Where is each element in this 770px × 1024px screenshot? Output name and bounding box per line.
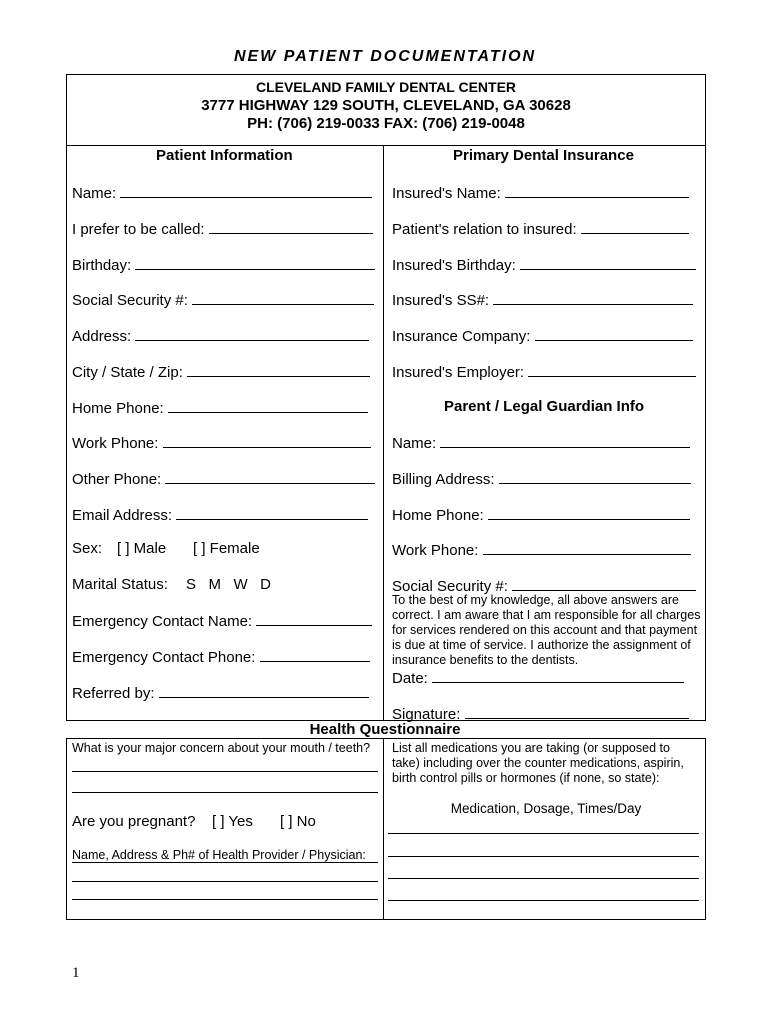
input-line[interactable] [260,647,370,662]
home-phone-field[interactable] [72,398,368,417]
label: Patient's relation to insured: [392,221,577,238]
column-divider [383,145,384,720]
label: Birthday: [72,257,132,274]
input-line[interactable] [209,219,373,234]
emergency-phone-field[interactable] [72,647,370,666]
input-line[interactable] [159,683,369,698]
page-number: 1 [72,965,80,981]
concern-answer-line-1[interactable] [72,771,378,772]
label: Address: [72,328,132,345]
input-line[interactable] [535,326,693,341]
address-field[interactable] [72,326,369,345]
work-phone-field[interactable] [72,433,371,452]
date-field[interactable] [392,668,684,687]
insured-ssn-field[interactable] [392,290,693,309]
provider-answer-line-1[interactable] [72,881,378,882]
health-questionnaire-heading: Health Questionnaire [309,721,461,738]
email-field[interactable] [72,505,368,524]
label: Signature: [392,706,461,723]
label: Social Security #: [72,292,188,309]
label: Email Address: [72,507,173,524]
medications-instructions: List all medications you are taking (or supposed to take) including over the counter medications, aspirin, birth control pills or hormones (if none, so state): [392,741,684,785]
other-phone-field[interactable] [72,469,375,488]
label: Emergency Contact Phone: [72,649,256,666]
insured-employer-field[interactable] [392,362,696,381]
input-line[interactable] [135,326,369,341]
label: Insurance Company: [392,328,531,345]
health-column-divider [383,738,384,919]
insured-name-field[interactable] [392,183,689,202]
input-line[interactable] [488,505,690,520]
emergency-name-field[interactable] [72,611,372,630]
label: Insured's Birthday: [392,257,516,274]
medication-line-2[interactable] [388,856,699,857]
clinic-phone: PH: (706) 219-0033 FAX: (706) 219-0048 [247,115,525,132]
label: Emergency Contact Name: [72,613,253,630]
input-line[interactable] [135,255,375,270]
concern-answer-line-2[interactable] [72,792,378,793]
health-provider-label[interactable] [72,848,378,863]
relation-field[interactable] [392,219,689,238]
sex-male-checkbox[interactable]: [ ] Male [117,540,167,557]
billing-address-field[interactable] [392,469,691,488]
label: Social Security #: [392,578,508,595]
label: Home Phone: [72,400,164,417]
label: Name: [392,435,437,452]
label: Work Phone: [72,435,159,452]
insured-birthday-field[interactable] [392,255,696,274]
input-line[interactable] [192,290,374,305]
label: Other Phone: [72,471,162,488]
preferred-name-field[interactable] [72,219,373,238]
input-line[interactable] [505,183,689,198]
ssn-field[interactable] [72,290,374,309]
patient-name-field[interactable] [72,183,372,202]
label: I prefer to be called: [72,221,205,238]
medication-line-3[interactable] [388,878,699,879]
label: City / State / Zip: [72,364,183,381]
medication-column-header: Medication, Dosage, Times/Day [450,801,642,816]
input-line[interactable] [465,704,689,719]
marital-status-options[interactable]: S M W D [186,576,271,593]
patient-info-heading: Patient Information [156,147,293,164]
label: Insured's Employer: [392,364,525,381]
major-concern-question: What is your major concern about your mouth / teeth? [72,741,371,755]
guardian-name-field[interactable] [392,433,690,452]
input-line[interactable] [168,398,368,413]
label: Date: [392,670,428,687]
input-line[interactable] [581,219,689,234]
birthday-field[interactable] [72,255,375,274]
label: Insured's Name: [392,185,501,202]
insurance-company-field[interactable] [392,326,693,345]
label: Work Phone: [392,542,479,559]
pregnant-no-checkbox[interactable]: [ ] No [280,813,316,830]
guardian-work-phone-field[interactable] [392,540,691,559]
responsibility-statement: To the best of my knowledge, all above answers are correct. I am aware that I am responsible for all charges for services rendered on this account and that payment is due at time of service. I authorize the assignment of insurance benefits to the dentists. [392,593,701,667]
marital-status-label: Marital Status: [72,576,168,593]
sex-field [72,540,102,557]
medication-line-1[interactable] [388,833,699,834]
page-title: NEW PATIENT DOCUMENTATION [233,48,537,65]
city-state-zip-field[interactable] [72,362,370,381]
guardian-heading: Parent / Legal Guardian Info [444,398,645,415]
input-line[interactable] [176,505,368,520]
input-line[interactable] [432,668,684,683]
medication-line-4[interactable] [388,900,699,901]
label: Sex: [72,540,103,557]
input-line[interactable] [256,611,372,626]
clinic-address: 3777 HIGHWAY 129 SOUTH, CLEVELAND, GA 30628 [201,97,571,114]
input-line[interactable] [528,362,696,377]
input-line[interactable] [520,255,696,270]
input-line[interactable] [440,433,690,448]
input-line[interactable] [483,540,691,555]
referred-by-field[interactable] [72,683,369,702]
label: Insured's SS#: [392,292,490,309]
pregnant-yes-checkbox[interactable]: [ ] Yes [212,813,253,830]
label: Name, Address & Ph# of Health Provider / Physician: [72,848,366,862]
input-line[interactable] [120,183,372,198]
label: Name: [72,185,117,202]
guardian-home-phone-field[interactable] [392,505,690,524]
label: Billing Address: [392,471,495,488]
clinic-name: CLEVELAND FAMILY DENTAL CENTER [255,79,517,95]
label: Home Phone: [392,507,484,524]
input-line[interactable] [165,469,375,484]
input-line[interactable] [512,576,696,591]
input-line[interactable] [163,433,371,448]
input-line[interactable] [493,290,693,305]
sex-female-checkbox[interactable]: [ ] Female [193,540,260,557]
label: Referred by: [72,685,155,702]
input-line[interactable] [499,469,691,484]
pregnant-question: Are you pregnant? [72,813,196,830]
input-line[interactable] [187,362,370,377]
provider-answer-line-2[interactable] [72,899,378,900]
insurance-heading: Primary Dental Insurance [453,147,634,164]
